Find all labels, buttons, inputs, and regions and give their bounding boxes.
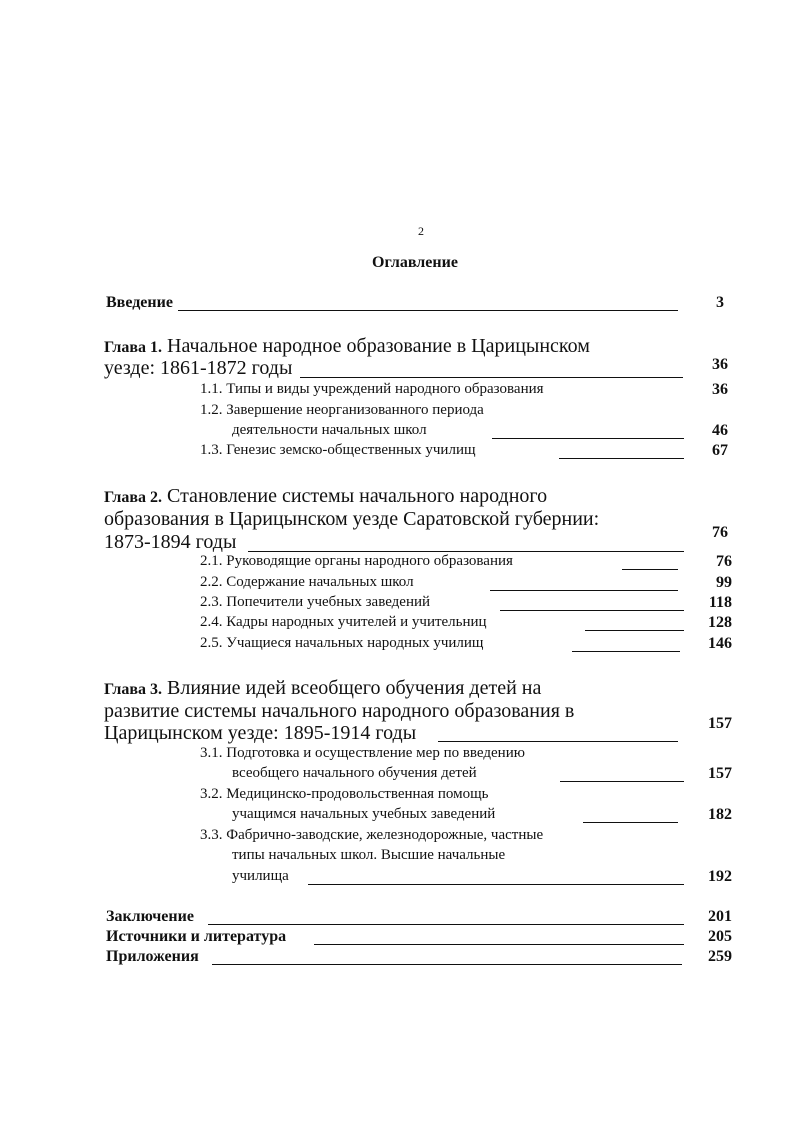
section-3-1-line-1: 3.1. Подготовка и осуществление мер по введению: [200, 745, 525, 761]
leader-line: [585, 630, 684, 631]
leader-line: [492, 438, 684, 439]
section-3-2-line-2: учащимся начальных учебных заведений: [232, 806, 496, 822]
section-3-3-page: 192: [708, 868, 732, 885]
section-3-2-line-1: 3.2. Медицинско-продовольственная помощь: [200, 786, 489, 802]
section-1-3-page: 67: [712, 442, 728, 459]
leader-line: [208, 924, 684, 925]
section-2-2: 2.2. Содержание начальных школ: [200, 574, 414, 590]
leader-line: [438, 741, 678, 742]
section-3-3-line-2: типы начальных школ. Высшие начальные: [232, 847, 506, 863]
leader-line: [212, 964, 682, 965]
section-2-1-page: 76: [716, 553, 732, 570]
section-1-1: 1.1. Типы и виды учреждений народного образования: [200, 381, 544, 397]
chapter-2-page: 76: [712, 524, 728, 541]
chapter-1-prefix: Глава 1: [104, 339, 158, 356]
section-2-3-page: 118: [708, 594, 732, 611]
chapter-2-title-line-2: образования в Царицынском уезде Саратовской губернии:: [104, 508, 600, 530]
chapter-3-page: 157: [708, 715, 732, 732]
section-2-5-page: 146: [708, 635, 732, 652]
chapter-2-title-line-1: Глава 2. Становление системы начального народного: [104, 485, 548, 507]
leader-line: [583, 822, 678, 823]
section-3-3-line-1: 3.3. Фабрично-заводские, железнодорожные, частные: [200, 827, 544, 843]
leader-line: [178, 310, 678, 311]
leader-line: [314, 944, 684, 945]
chapter-1-title-line-2: уезде: 1861-1872 годы: [104, 357, 293, 379]
toc-entry-intro-label: Введение: [106, 294, 173, 311]
toc-entry-sources-label: Источники и литература: [106, 928, 287, 945]
toc-entry-intro-page: 3: [716, 294, 724, 311]
section-1-1-page: 36: [712, 381, 728, 398]
toc-entry-conclusion-label: Заключение: [106, 908, 194, 925]
section-1-2-line-1: 1.2. Завершение неорганизованного периода: [200, 402, 484, 418]
section-1-3: 1.3. Генезис земско-общественных училищ: [200, 442, 476, 458]
toc-entry-conclusion-page: 201: [708, 908, 732, 925]
page-title: Оглавление: [372, 254, 458, 271]
section-2-5: 2.5. Учащиеся начальных народных училищ: [200, 635, 484, 651]
section-3-1-page: 157: [708, 765, 732, 782]
leader-line: [572, 651, 680, 652]
leader-line: [490, 590, 678, 591]
section-2-3: 2.3. Попечители учебных заведений: [200, 594, 431, 610]
chapter-3-title-line-2: развитие системы начального народного образования в: [104, 700, 575, 722]
section-2-4: 2.4. Кадры народных учителей и учительниц: [200, 614, 487, 630]
chapter-3-title-line-1: Глава 3. Влияние идей всеобщего обучения детей на: [104, 677, 542, 699]
section-1-2-line-2: деятельности начальных школ: [232, 422, 427, 438]
toc-entry-appendix-label: Приложения: [106, 948, 199, 965]
section-2-4-page: 128: [708, 614, 732, 631]
leader-line: [248, 551, 684, 552]
section-1-2-page: 46: [712, 422, 728, 439]
chapter-2-title-line-3: 1873-1894 годы: [104, 531, 237, 553]
section-3-1-line-2: всеобщего начального обучения детей: [232, 765, 477, 781]
leader-line: [500, 610, 684, 611]
leader-line: [308, 884, 684, 885]
leader-line: [622, 569, 678, 570]
section-2-1: 2.1. Руководящие органы народного образования: [200, 553, 513, 569]
page-number: 2: [418, 224, 424, 238]
chapter-3-prefix: Глава 3: [104, 681, 158, 698]
chapter-2-prefix: Глава 2: [104, 489, 158, 506]
chapter-1-page: 36: [712, 356, 728, 373]
leader-line: [559, 458, 684, 459]
section-3-2-page: 182: [708, 806, 732, 823]
toc-entry-appendix-page: 259: [708, 948, 732, 965]
section-2-2-page: 99: [716, 574, 732, 591]
chapter-1-title-line-1: Глава 1. Начальное народное образование в Царицынском: [104, 335, 590, 357]
section-3-3-line-3: училища: [232, 868, 289, 884]
toc-entry-sources-page: 205: [708, 928, 732, 945]
chapter-3-title-line-3: Царицынском уезде: 1895-1914 годы: [104, 722, 417, 744]
leader-line: [560, 781, 684, 782]
leader-line: [300, 377, 683, 378]
